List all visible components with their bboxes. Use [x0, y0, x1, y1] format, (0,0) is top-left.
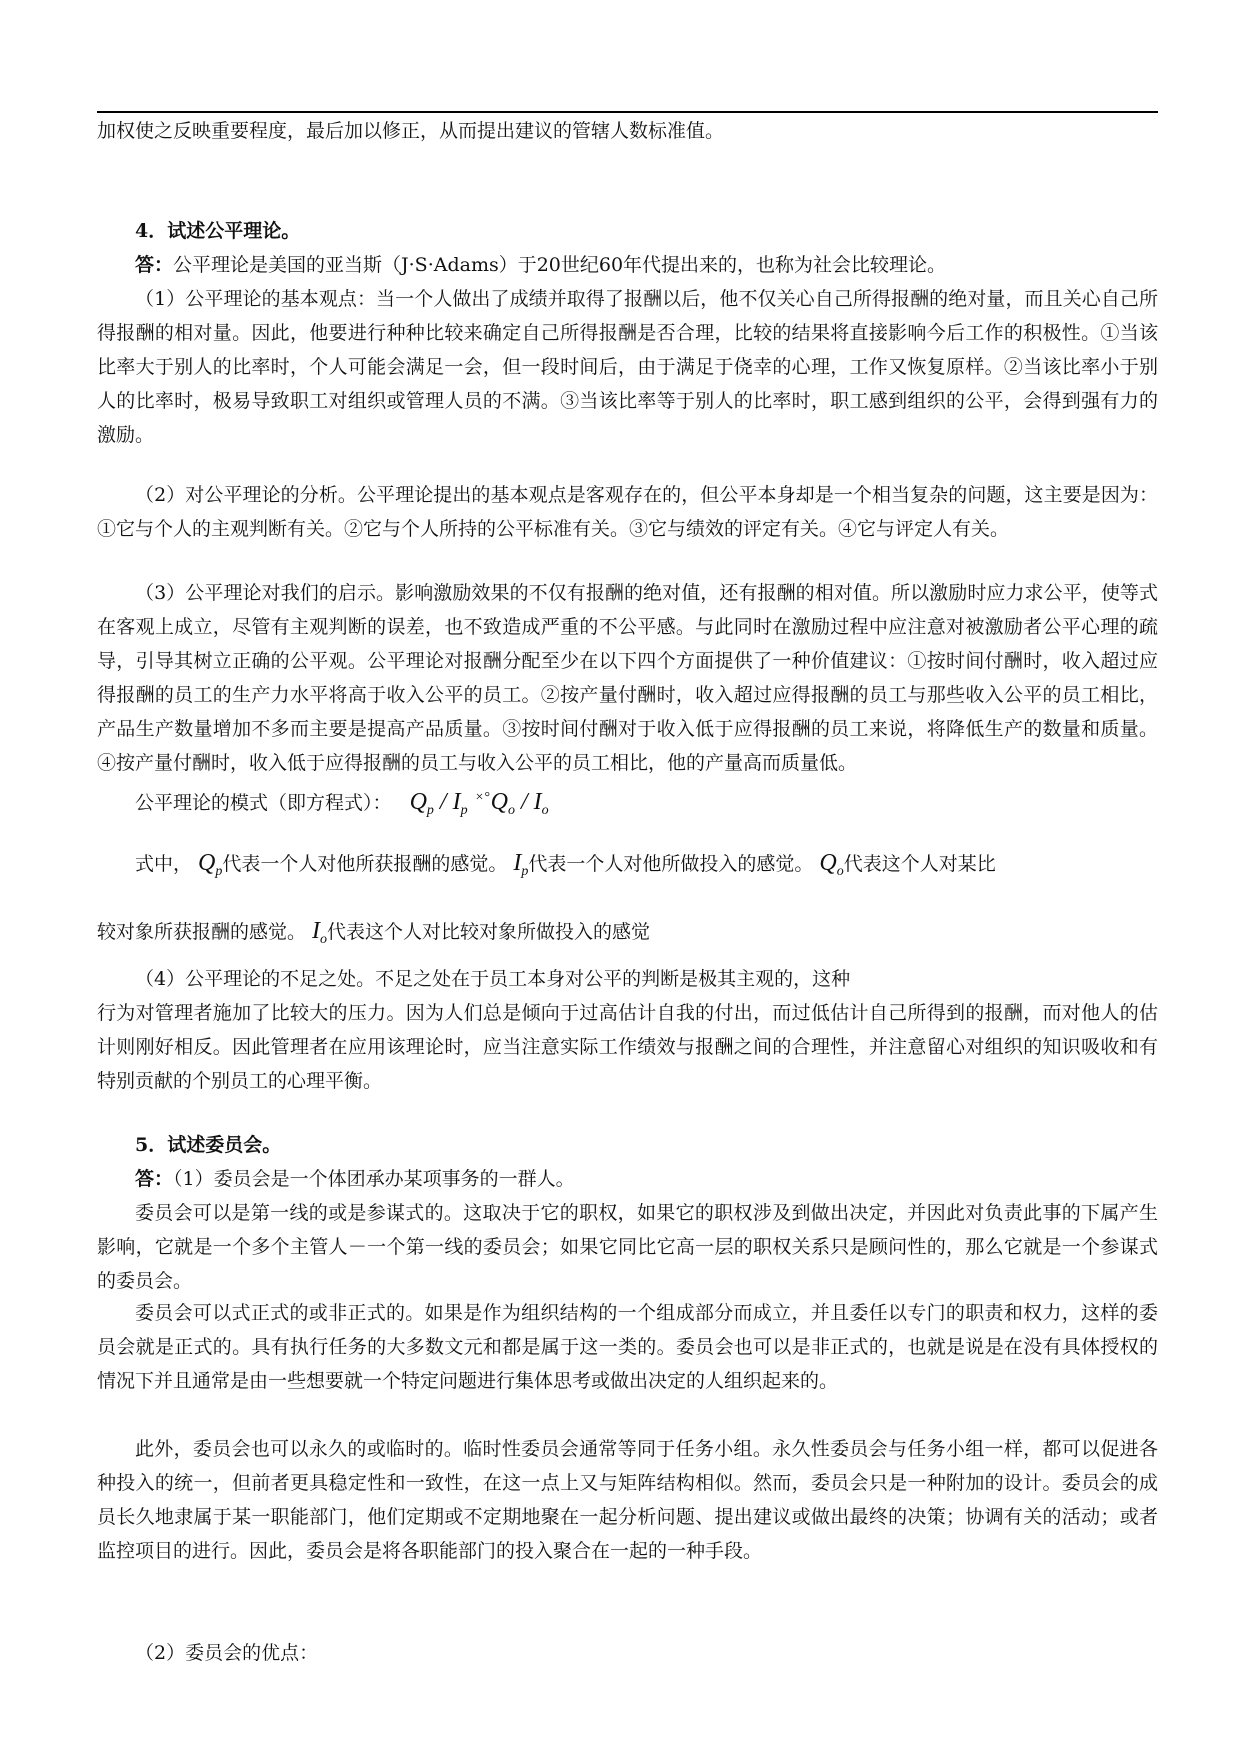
definitions-line-2: 较对象所获报酬的感觉。 $I_o$代表这个人对比较对象所做投入的感觉 — [97, 918, 651, 947]
header-rule — [97, 111, 1158, 113]
q5-intro-text: （1）委员会是一个体团承办某项事务的一群人。 — [173, 1168, 575, 1190]
symbol-io: $I_o$ — [312, 918, 328, 947]
q4-paragraph-4-line1: （4）公平理论的不足之处。不足之处在于员工本身对公平的判断是极其主观的，这种 — [135, 968, 851, 990]
q5-paragraph-4: （2）委员会的优点： — [135, 1642, 319, 1664]
q5-paragraph-2: 委员会可以式正式的或非正式的。如果是作为组织结构的一个组成部分而成立，并且委任以专门的职责和权力，这样的委员会就是正式的。具有执行任务的大多数文元和都是属于这一类的。委员会也可以是非正式的，也就是说是在没有具体授权的情况下并且通常是由一些想要就一个特定问题进行集体思考或做出决定的人组织起来的。 — [97, 1302, 1158, 1392]
symbol-qo: $Q_o$ — [819, 850, 844, 879]
q4-paragraph-3: （3）公平理论对我们的启示。影响激励效果的不仅有报酬的绝对值，还有报酬的相对值。所以激励时应力求公平，使等式在客观上成立，尽管有主观判断的误差，也不致造成严重的不公平感。与此同时在激励过程中应注意对被激励者公平心理的疏导，引导其树立正确的公平观。公平理论对报酬分配至少在以下四个方面提供了一种价值建议：①按时间付酬时，收入超过应得报酬的员工的生产力水平将高于收入公平的员工。②按产量付酬时，收入超过应得报酬的员工与那些收入公平的员工相比，产品生产数量增加不多而主要是提高产品质量。③按时间付酬对于收入低于应得报酬的员工来说，将降低生产的数量和质量。④按产量付酬时，收入低于应得报酬的员工与收入公平的员工相比，他的产量高而质量低。 — [97, 582, 1158, 774]
q4-intro-text: 公平理论是美国的亚当斯（J·S·Adams）于20世纪60年代提出来的，也称为社会比较理论。 — [173, 254, 947, 276]
relation-glyph: ×° — [474, 790, 490, 805]
q5-paragraph-3: 此外，委员会也可以永久的或临时的。临时性委员会通常等同于任务小组。永久性委员会与任务小组一样，都可以促进各种投入的统一，但前者更具稳定性和一致性，在这一点上又与矩阵结构相似。然而，委员会只是一种附加的设计。委员会的成员长久地隶属于某一职能部门，他们定期或不定期地聚在一起分析问题、提出建议或做出最终的决策；协调有关的活动；或者监控项目的进行。因此，委员会是将各职能部门的投入聚合在一起的一种手段。 — [97, 1438, 1158, 1562]
q5-paragraph-1: 委员会可以是第一线的或是参谋式的。这取决于它的职权，如果它的职权涉及到做出决定，并因此对负责此事的下属产生影响，它就是一个多个主管人－一个第一线的委员会；如果它同比它高一层的职权关系只是顾问性的，那么它就是一个参谋式的委员会。 — [97, 1202, 1158, 1292]
formula-line — [97, 778, 1158, 831]
q4-paragraph-2: （2）对公平理论的分析。公平理论提出的基本观点是客观存在的，但公平本身却是一个相当复杂的问题，这主要是因为：①它与个人的主观判断有关。②它与个人所持的公平标准有关。③它与绩效的评定有关。④它与评定人有关。 — [97, 484, 1158, 540]
carry-over-line: 加权使之反映重要程度，最后加以修正，从而提出建议的管辖人数标准值。 — [97, 120, 725, 142]
answer-label: 答： — [135, 254, 174, 276]
q4-paragraph-1: （1）公平理论的基本观点：当一个人做出了成绩并取得了报酬以后，他不仅关心自己所得报酬的绝对量，而且关心自己所得报酬的相对量。因此，他要进行种种比较来确定自己所得报酬是否合理，比较的结果将直接影响今后工作的积极性。①当该比率大于别人的比率时，个人可能会满足一会，但一段时间后，由于满足于侥幸的心理，工作又恢复原样。②当该比率小于别人的比率时，极易导致职工对组织或管理人员的不满。③当该比率等于别人的比率时，职工感到组织的公平，会得到强有力的激励。 — [97, 288, 1158, 446]
question-4-title: 4．试述公平理论。 — [135, 220, 301, 242]
q4-paragraph-4-rest: 行为对管理者施加了比较大的压力。因为人们总是倾向于过高估计自我的付出，而过低估计自己所得到的报酬，而对他人的估计则刚好相反。因此管理者在应用该理论时，应当注意实际工作绩效与报酬之间的合理性，并注意留心对组织的知识吸收和有特别贡献的个别员工的心理平衡。 — [97, 1002, 1158, 1092]
q4-answer-intro — [97, 248, 1158, 282]
answer-label: 答： — [135, 1168, 174, 1190]
equity-formula: $Q_p / I_p$ $^{\times^\circ}Q_o / I_o$ — [409, 789, 549, 818]
formula-label: 公平理论的模式（即方程式）： — [135, 792, 392, 814]
definitions-line-1: 式中， $Q_p$代表一个人对他所获报酬的感觉。 $I_p$代表一个人对他所做投入的感觉。 $Q_o$代表这个人对某比 — [135, 850, 996, 879]
symbol-qp: $Q_p$ — [198, 850, 223, 879]
question-5-title: 5．试述委员会。 — [135, 1134, 282, 1156]
symbol-ip: $I_p$ — [513, 850, 529, 879]
q5-answer-intro — [97, 1162, 1158, 1196]
